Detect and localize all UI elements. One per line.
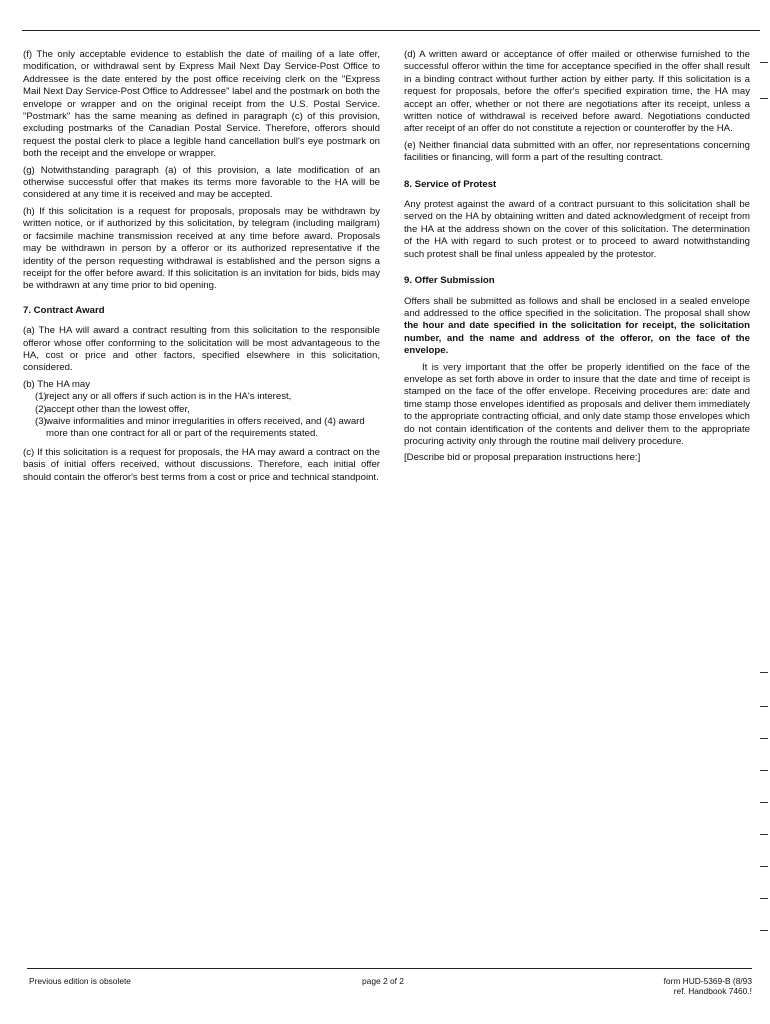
edge-mark xyxy=(760,62,768,63)
edge-mark xyxy=(760,738,768,739)
footer-form-ref xyxy=(664,976,752,996)
paragraph-9-second: It is very important that the offer be properly identified on the face of the envelope as set forth above in order to insure that the date and time of receipt is stamped on the face of the offer envelope. Receiving procedures are: date and time stamp those envelopes identified as proposals and deliver them immediately to the appropriate contracting official, and only date stamp those envelopes which do not contain identification of the contents and deliver them to the appropriate procuring activity only through the routine mail delivery procedure. xyxy=(404,361,750,447)
footer-form-number: form HUD-5369-B (8/93 xyxy=(663,976,752,986)
edge-mark xyxy=(760,866,768,867)
footer-edition-note: Previous edition is obsolete xyxy=(29,976,131,986)
ha-may-list xyxy=(23,391,380,441)
edge-mark xyxy=(760,672,768,673)
list-item: (2) accept other than the lowest offer, xyxy=(35,403,190,415)
footer-page-number: page 2 of 2 xyxy=(362,976,404,986)
right-column xyxy=(404,49,750,469)
paragraph-f: (f) The only acceptable evidence to establish the date of mailing of a late offer, modification, or withdrawal sent by Express Mail Next Day Service-Post Office to Addressee is the date entered by the post office receiving clerk on the "Express Mail Next Day Service-Post Office to Addressee" label and the postmark on both the envelope or wrapper and on the original receipt from the U.S. Postal Service. "Postmark" has the same meaning as defined in paragraph (c) of this provision, excluding postmarks of the Canadian Postal Service. Therefore, offerors should request the postal clerk to place a legible hand cancellation bull's eye postmark on both the receipt and the envelope or wrapper. xyxy=(23,49,380,160)
edge-mark xyxy=(760,98,768,99)
section-8-heading: 8. Service of Protest xyxy=(404,178,497,190)
left-column xyxy=(23,49,380,488)
paragraph-e: (e) Neither financial data submitted with an offer, nor representations concerning facilities or financing, will form a part of the resulting contract. xyxy=(404,139,750,164)
list-item: (3) waive informalities and minor irregularities in offers received, and (4) award more than one contract for all or part of the requirements stated. xyxy=(35,415,365,440)
paragraph-7c: (c) If this solicitation is a request for proposals, the HA may award a contract on the basis of initial offers received, without discussions. Therefore, each initial offer should contain the offeror's best terms from a cost or price and technical standpoint. xyxy=(23,446,380,483)
paragraph-9 xyxy=(404,296,750,358)
footer-rule xyxy=(27,968,752,969)
edge-mark xyxy=(760,802,768,803)
edge-mark xyxy=(760,706,768,707)
list-item: (1) reject any or all offers if such action is in the HA's interest, xyxy=(35,391,292,403)
paragraph-8: Any protest against the award of a contract pursuant to this solicitation shall be served on the HA by obtaining written and dated acknowledgment of receipt from the HA at the address shown on the cover of this solicitation. The determination of the HA with regard to such protest or to proceed to award notwithstanding such protest shall be final unless appealed by the protestor. xyxy=(404,199,750,260)
edge-mark xyxy=(760,770,768,771)
paragraph-d: (d) A written award or acceptance of offer mailed or otherwise furnished to the successful offeror within the time for acceptance specified in the offer shall result in a binding contract without further action by either party. If this solicitation is a request for proposals, before the offer's specified expiration time, the HA may accept an offer, whether or not there are negotiations after its receipt, unless a written notice of withdrawal is received before award. Negotiations conducted after receipt of an offer do not constitute a rejection or counteroffer by the HA. xyxy=(404,49,750,135)
section-7-heading: 7. Contract Award xyxy=(23,304,105,316)
paragraph-9-plain: Offers shall be submitted as follows and shall be enclosed in a sealed envelope and addressed to the office specified in the solicitation. The proposal shall show xyxy=(404,295,750,319)
paragraph-g: (g) Notwithstanding paragraph (a) of this provision, a late modification of an otherwise successful offer that makes its terms more favorable to the HA will be considered at any time it is received and may be accepted. xyxy=(23,164,380,201)
edge-mark xyxy=(760,834,768,835)
edge-mark xyxy=(760,898,768,899)
paragraph-7a: (a) The HA will award a contract resulting from this solicitation to the responsible offeror whose offer conforming to the solicitation will be most advantageous to the HA, cost or price and other factors, specified elsewhere in this solicitation, considered. xyxy=(23,325,380,374)
paragraph-7b-intro: (b) The HA may xyxy=(23,378,91,390)
edge-mark xyxy=(760,930,768,931)
footer-handbook-ref: ref. Handbook 7460.! xyxy=(673,986,752,996)
top-rule xyxy=(22,30,760,31)
describe-instructions: [Describe bid or proposal preparation instructions here:] xyxy=(404,452,641,464)
section-9-heading: 9. Offer Submission xyxy=(404,275,495,287)
paragraph-9-bold: the hour and date specified in the solicitation for receipt, the solicitation number, and the name and address of the offeror, on the face of the envelope. xyxy=(404,320,750,357)
paragraph-h: (h) If this solicitation is a request for proposals, proposals may be withdrawn by written notice, or if authorized by this solicitation, by telegram (including mailgram) or facsimile machine transmission received at any time before award. Proposals may be withdrawn in person by a offeror or its authorized representative if the identity of the person requesting withdrawal is established and the person signs a receipt for the offer before award. If this solicitation is an invitation for bids, bids may be withdrawn at any time prior to bid opening. xyxy=(23,205,380,292)
